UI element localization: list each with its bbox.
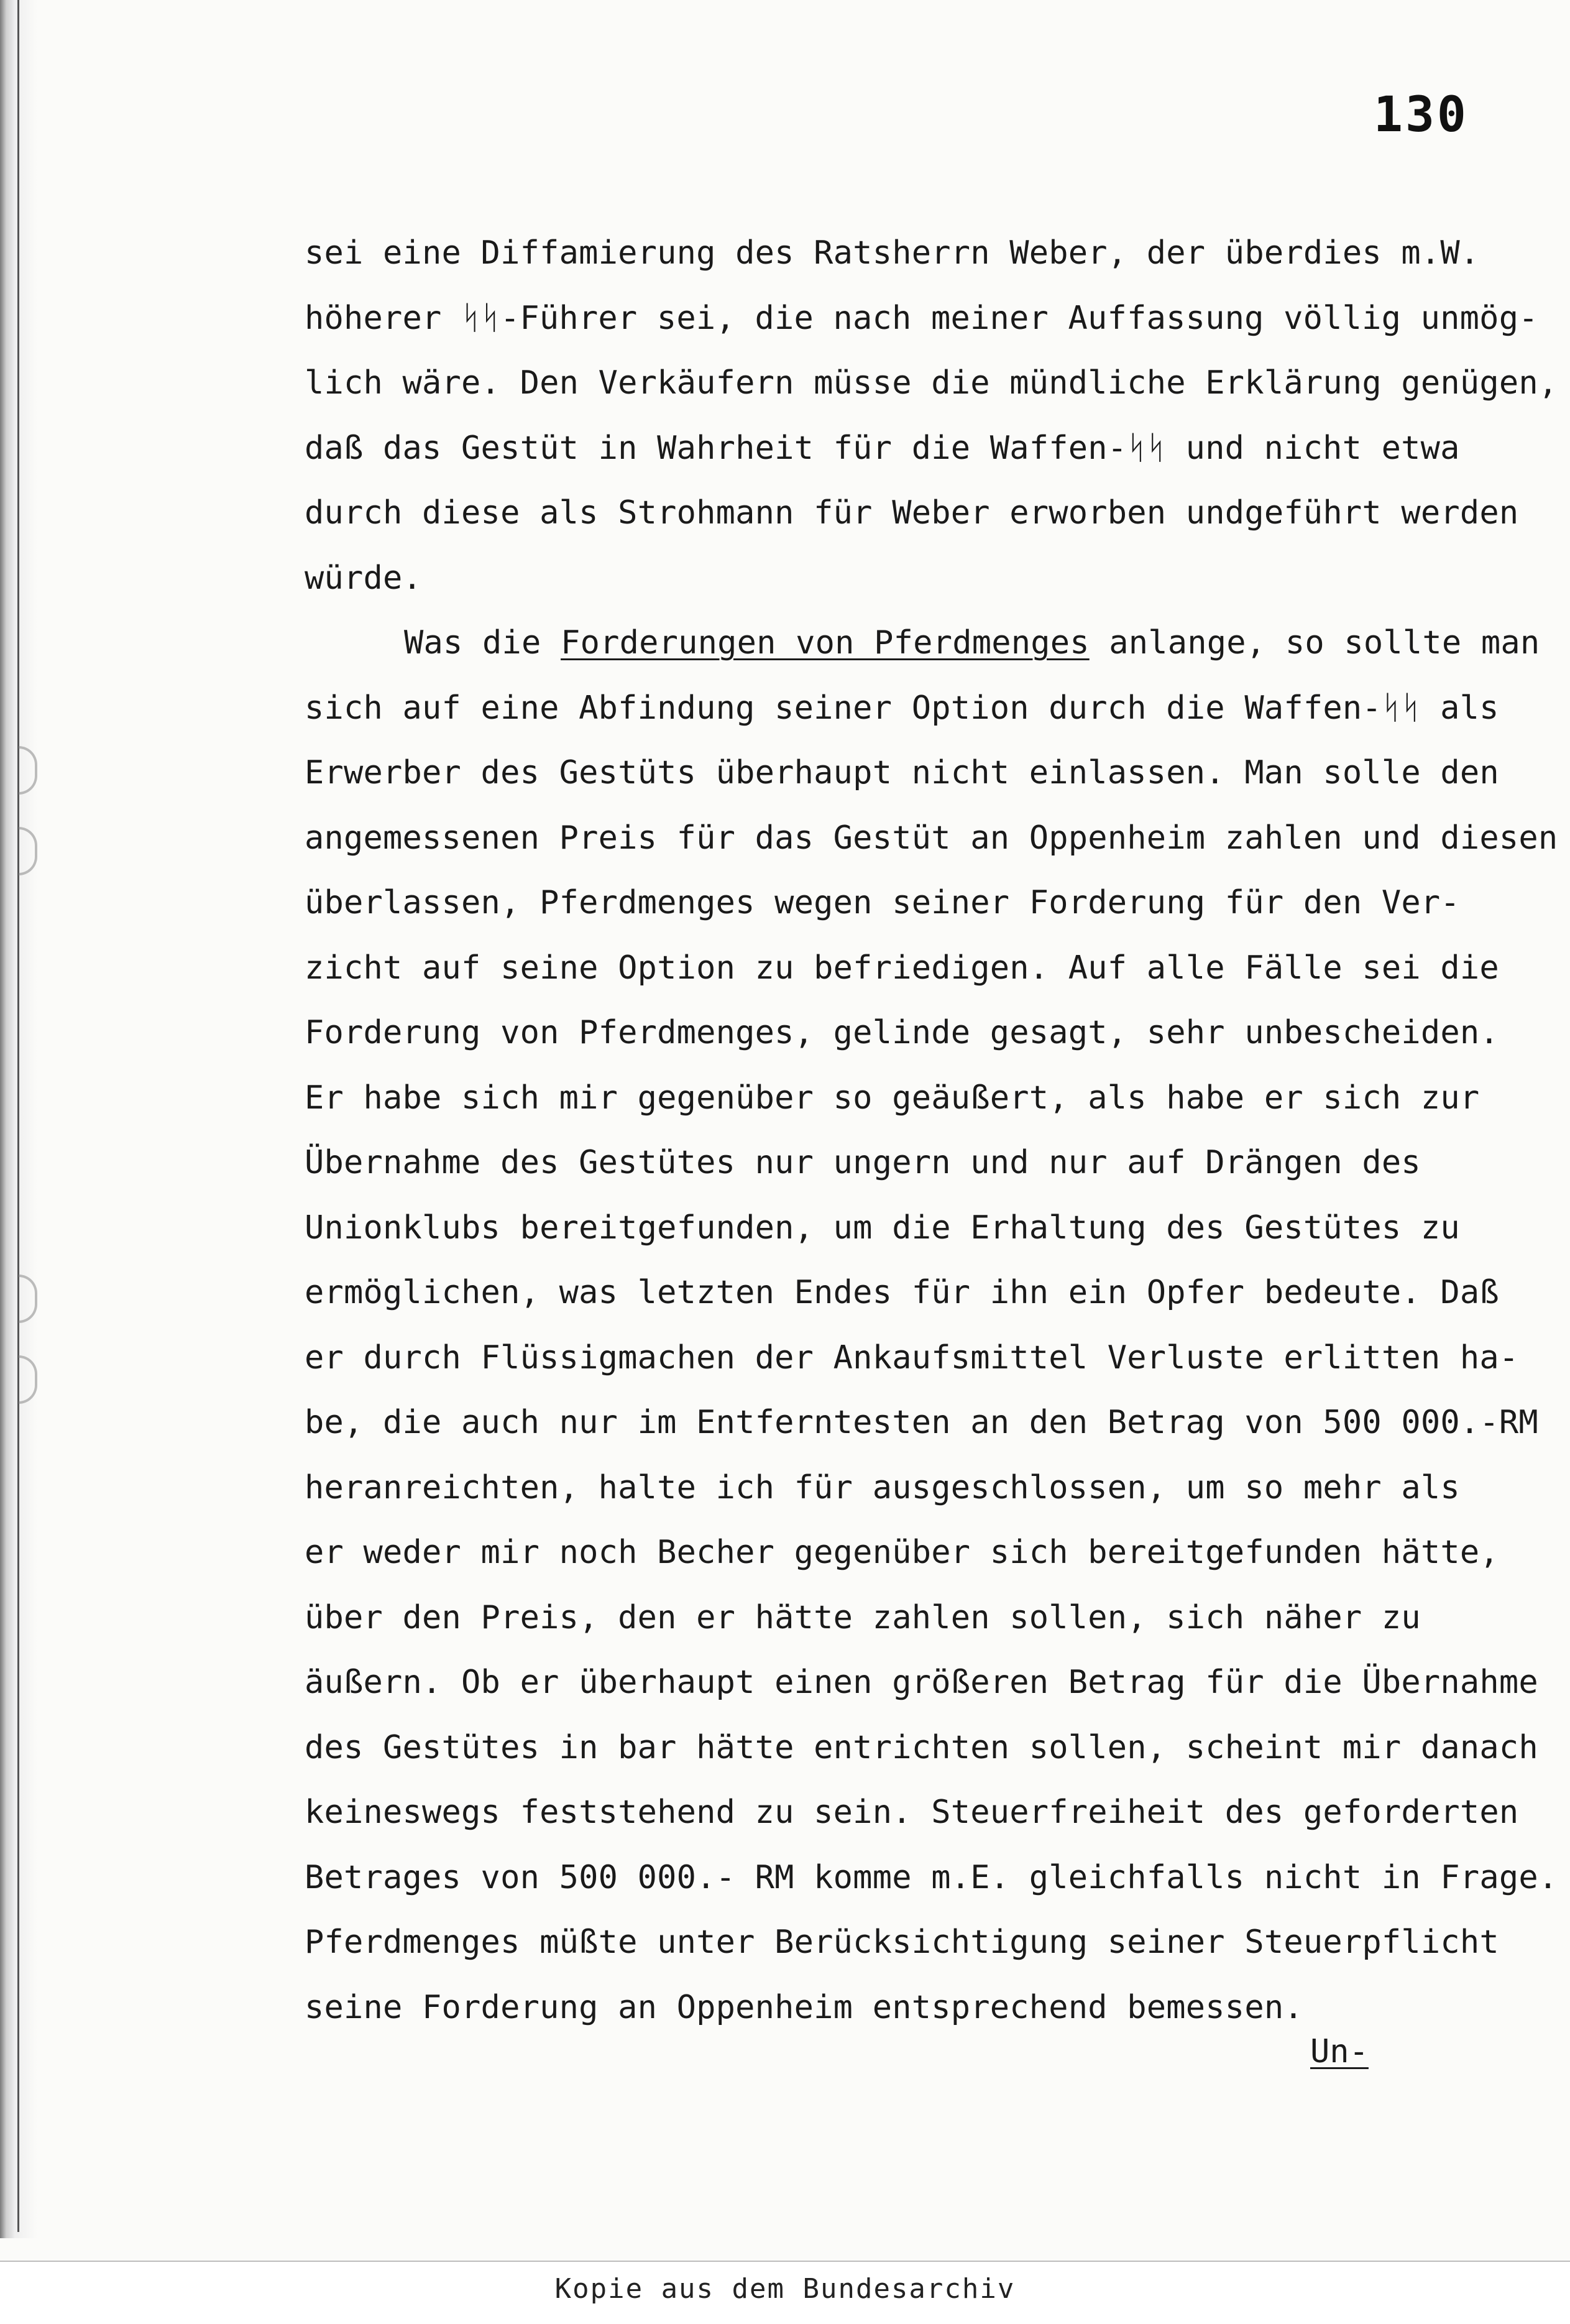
text-line: er weder mir noch Becher gegenüber sich bereitgefunden hätte, — [305, 1534, 1499, 1571]
text-line: seine Forderung an Oppenheim entsprechend bemessen. — [305, 1988, 1303, 2026]
text-line: über den Preis, den er hätte zahlen sollen, sich näher zu — [305, 1598, 1421, 1636]
text-line: äußern. Ob er überhaupt einen größeren Betrag für die Übernahme — [305, 1664, 1538, 1701]
text-line: Übernahme des Gestütes nur ungern und nur auf Drängen des — [305, 1144, 1421, 1181]
archive-footer-text: Kopie aus dem Bundesarchiv — [554, 2273, 1016, 2305]
text-line: sich auf eine Abfindung seiner Option durch die Waffen-ᛋᛋ als — [305, 689, 1499, 727]
text-line: des Gestütes in bar hätte entrichten sollen, scheint mir danach — [305, 1728, 1538, 1766]
text-line: Erwerber des Gestüts überhaupt nicht einlassen. Man solle den — [305, 754, 1499, 791]
text-line: keineswegs feststehend zu sein. Steuerfreiheit des geforderten — [305, 1794, 1519, 1831]
text-line: Forderung von Pferdmenges, gelinde gesagt, sehr unbescheiden. — [305, 1014, 1499, 1051]
archive-footer — [0, 2261, 1570, 2324]
text-line: höherer ᛋᛋ-Führer sei, die nach meiner Auffassung völlig unmög- — [305, 299, 1538, 337]
text-line: daß das Gestüt in Wahrheit für die Waffen-ᛋᛋ und nicht etwa — [305, 429, 1460, 467]
text-line: Er habe sich mir gegenüber so geäußert, als habe er sich zur — [305, 1079, 1480, 1117]
text-line: würde. — [305, 559, 423, 597]
text-line: überlassen, Pferdmenges wegen seiner Forderung für den Ver- — [305, 884, 1460, 921]
text-line-part: Was die — [404, 624, 561, 662]
text-line: Pferdmenges müßte unter Berücksichtigung seiner Steuerpflicht — [305, 1924, 1499, 1961]
text-line-part: anlange, so sollte man — [1089, 624, 1540, 662]
page-fold-line — [17, 0, 19, 2232]
text-line: sei eine Diffamierung des Ratsherrn Weber, der überdies m.W. — [305, 234, 1480, 272]
text-line: Unionklubs bereitgefunden, um die Erhaltung des Gestütes zu — [305, 1209, 1460, 1247]
page-number: 130 — [1374, 87, 1469, 143]
text-line: lich wäre. Den Verkäufern müsse die mündliche Erklärung genügen, — [305, 364, 1558, 402]
text-line: ermöglichen, was letzten Endes für ihn ein Opfer bedeute. Daß — [305, 1274, 1499, 1311]
text-line: angemessenen Preis für das Gestüt an Oppenheim zahlen und diesen — [305, 819, 1558, 857]
text-line — [305, 611, 1541, 676]
text-line: Betrages von 500 000.- RM komme m.E. gleichfalls nicht in Frage. — [305, 1858, 1558, 1896]
text-line: heranreichten, halte ich für ausgeschlossen, um so mehr als — [305, 1469, 1460, 1506]
text-line: zicht auf seine Option zu befriedigen. Auf alle Fälle sei die — [305, 949, 1499, 987]
text-line: durch diese als Strohmann für Weber erworben undgeführt werden — [305, 494, 1519, 532]
typed-body-text — [305, 221, 1558, 2040]
underlined-phrase: Forderungen von Pferdmenges — [561, 624, 1090, 662]
text-line: er durch Flüssigmachen der Ankaufsmittel Verluste erlitten ha- — [305, 1339, 1519, 1376]
catchword: Un- — [1310, 2033, 1369, 2070]
text-line: be, die auch nur im Entferntesten an den Betrag von 500 000.-RM — [305, 1404, 1538, 1441]
